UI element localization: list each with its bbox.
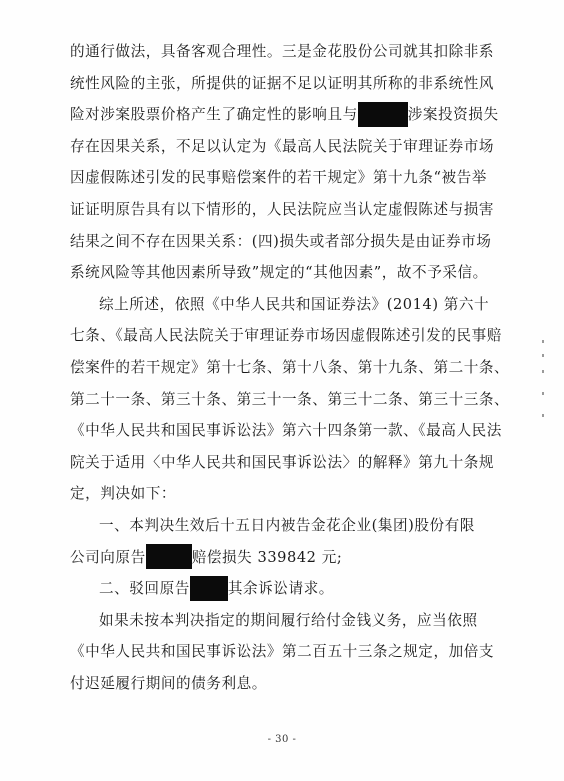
- text-line: 存在因果关系，不足以认定为《最高人民法院关于审理证券市场: [70, 137, 495, 155]
- text-segment: 其余诉讼请求。: [227, 580, 334, 598]
- text-line: 第二十一条、第三十条、第三十一条、第三十二条、第三十三条、: [70, 390, 510, 408]
- text-line: 定，判决如下：: [70, 485, 177, 503]
- redaction-box: [146, 544, 192, 569]
- text-segment: 赔偿损失 339842 元;: [191, 548, 343, 566]
- page-number: - 30 -: [267, 734, 297, 745]
- text-line: 统性风险的主张，所提供的证据不足以证明其所称的非系统性风: [70, 74, 495, 92]
- text-line: [70, 542, 526, 574]
- text-line: 付迟延履行期间的债务利息。: [70, 674, 267, 692]
- text-line: 一、本判决生效后十五日内被告金花企业(集团)股份有限: [99, 516, 475, 534]
- text-line: 因虚假陈述引发的民事赔偿案件的若干规定》第十九条“被告举: [70, 169, 487, 187]
- text-line: 证证明原告具有以下情形的，人民法院应当认定虚假陈述与损害: [70, 200, 495, 218]
- margin-marks: [540, 340, 546, 420]
- text-line: 如果未按本判决指定的期间履行给付金钱义务，应当依照: [99, 611, 478, 629]
- redaction-box: [358, 102, 408, 127]
- text-line: 综上所述，依照《中华人民共和国证券法》(2014) 第六十: [99, 295, 490, 313]
- text-line: 七条、《最高人民法院关于审理证券市场因虚假陈述引发的民事赔: [70, 327, 502, 345]
- text-line: 《中华人民共和国民事诉讼法》第二百五十三条之规定，加倍支: [70, 643, 495, 661]
- text-line: [70, 573, 526, 605]
- text-line: 《中华人民共和国民事诉讼法》第六十四条第一款、《最高人民法: [70, 422, 502, 440]
- text-line: 偿案件的若干规定》第十七条、第十八条、第十九条、第二十条、: [70, 358, 510, 376]
- text-line: 院关于适用〈中华人民共和国民事诉讼法〉的解释》第九十条规: [70, 453, 495, 471]
- text-segment: 二、驳回原告: [99, 580, 190, 598]
- judgment-text: [70, 36, 526, 699]
- text-segment: 涉案投资损失: [407, 106, 499, 124]
- text-line: 系统风险等其他因素所导致”规定的“其他因素”，故不予采信。: [70, 264, 488, 282]
- text-line: [70, 99, 526, 131]
- text-segment: 公司向原告: [70, 548, 146, 566]
- redaction-box: [190, 576, 228, 601]
- text-line: 结果之间不存在因果关系：(四)损失或者部分损失是由证券市场: [70, 232, 492, 250]
- text-line: 的通行做法，具备客观合理性。三是金花股份公司就其扣除非系: [70, 43, 495, 60]
- text-segment: 险对涉案股票价格产生了确定性的影响且与: [70, 106, 358, 124]
